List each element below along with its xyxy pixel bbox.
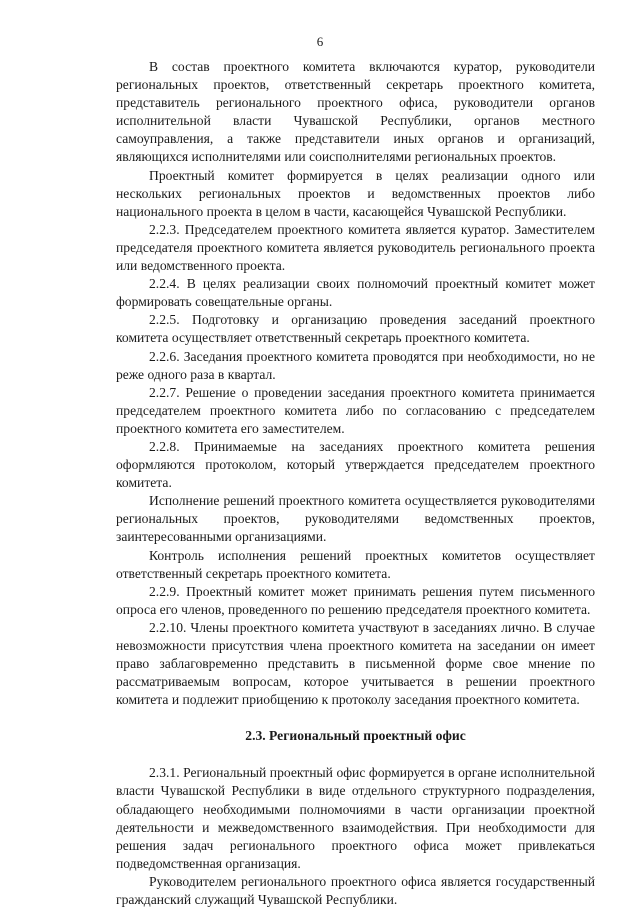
paragraph: 2.2.10. Члены проектного комитета участвуют в заседаниях лично. В случае невозможности присутствия члена проектного комитета на заседании он имеет право заблаговременно представить в письменной форме свое мнение по рассматриваемым вопросам, которое учитывается в решении проектного комитета и подлежит приобщению к протоколу заседания проектного комитета. xyxy=(116,619,595,708)
section-heading: 2.3. Региональный проектный офис xyxy=(245,728,466,744)
paragraph: Исполнение решений проектного комитета осуществляется руководителями региональных проектов, руководителями ведомственных проектов, заинтересованными организациями. xyxy=(116,493,595,545)
paragraph: 2.2.9. Проектный комитет может принимать решения путем письменного опроса его членов, проведенного по решению председателя проектного комитета. xyxy=(116,583,595,617)
paragraph: 2.2.5. Подготовку и организацию проведения заседаний проектного комитета осуществляет ответственный секретарь проектного комитета. xyxy=(116,312,595,346)
paragraph: 2.2.4. В целях реализации своих полномочий проектный комитет может формировать совещательные органы. xyxy=(116,276,595,310)
paragraph: 2.2.8. Принимаемые на заседаниях проектного комитета решения оформляются протоколом, который утверждается председателем проектного комитета. xyxy=(116,438,595,491)
page-number: 6 xyxy=(316,34,324,49)
paragraph: 2.2.6. Заседания проектного комитета проводятся при необходимости, но не реже одного раза в квартал. xyxy=(116,348,595,382)
paragraph: 2.2.7. Решение о проведении заседания проектного комитета принимается председателем проектного комитета либо по согласованию с председателем проектного комитета его заместителем. xyxy=(116,384,595,436)
paragraph: Руководителем регионального проектного офиса является государственный гражданский служащий Чувашской Республики. xyxy=(116,873,595,908)
paragraph: Проектный комитет формируется в целях реализации одного или нескольких региональных проектов и ведомственных проектов либо национального проекта в целом в части, касающейся Чувашской Республики. xyxy=(116,167,595,219)
document-body xyxy=(116,58,595,909)
paragraph: Контроль исполнения решений проектных комитетов осуществляет ответственный секретарь проектного комитета. xyxy=(116,547,595,581)
paragraph: 2.3.1. Региональный проектный офис формируется в органе исполнительной власти Чувашской Республики в виде отдельного структурного подразделения, обладающего необходимыми полномочиями в части организации проектной деятельности и межведомственного взаимодействия. При необходимости для решения задач регионального проектного офиса может привлекаться подведомственная организация. xyxy=(116,765,595,871)
paragraph: 2.2.3. Председателем проектного комитета является куратор. Заместителем председателя проектного комитета является руководитель регионального проекта или ведомственного проекта. xyxy=(116,221,595,274)
paragraph: В состав проектного комитета включаются куратор, руководители региональных проектов, ответственный секретарь проектного комитета, представитель регионального проектного офиса, руководители органов исполнительной власти Чувашской Республики, органов местного самоуправления, а также представители иных органов и организаций, являющихся исполнителями или соисполнителями региональных проектов. xyxy=(116,59,595,165)
